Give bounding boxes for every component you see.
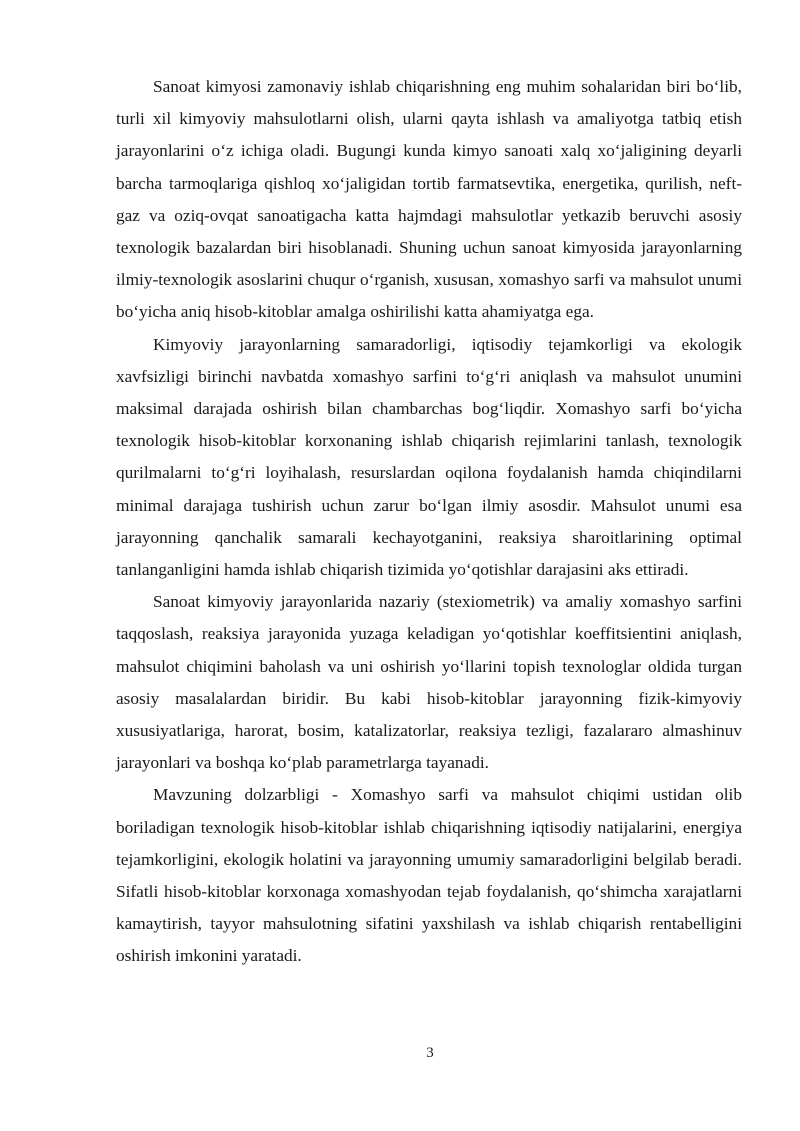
paragraph-comparison: Sanoat kimyoviy jarayonlarida nazariy (stexiometrik) va amaliy xomashyo sarfini taqqoslash, reaksiya jarayonida yuzaga keladigan yo‘qotishlar koeffitsientini aniqlash, mahsulot chiqimini baholash va uni oshirish yo‘llarini topish texnologlar oldida turgan asosiy masalalardan biridir. Bu kabi hisob-kitoblar jarayonning fizik-kimyoviy xususiyatlariga, harorat, bosim, katalizatorlar, reaksiya tezligi, fazalararo almashinuv jarayonlari va boshqa ko‘plab parametrlarga tayanadi. <box>116 592 742 773</box>
page-number: 3 <box>426 1045 434 1061</box>
document-body <box>116 71 742 973</box>
paragraph-relevance: Mavzuning dolzarbligi - Xomashyo sarfi va mahsulot chiqimi ustidan olib boriladigan texnologik hisob-kitoblar ishlab chiqarishning iqtisodiy natijalarini, energiya tejamkorligini, ekologik holatini va jarayonning umumiy samaradorligini belgilab beradi. Sifatli hisob-kitoblar korxonaga xomashyodan tejab foydalanish, qo‘shimcha xarajatlarni kamaytirish, tayyor mahsulotning sifatini yaxshilash va ishlab chiqarish rentabelligini oshirish imkonini yaratadi. <box>116 785 742 966</box>
paragraph-introduction: Sanoat kimyosi zamonaviy ishlab chiqarishning eng muhim sohalaridan biri bo‘lib, turli xil kimyoviy mahsulotlarni olish, ularni qayta ishlash va amaliyotga tatbiq etish jarayonlarini o‘z ichiga oladi. Bugungi kunda kimyo sanoati xalq xo‘jaligining deyarli barcha tarmoqlariga qishloq xo‘jaligidan tortib farmatsevtika, energetika, qurilish, neft-gaz va oziq-ovqat sanoatigacha katta hajmdagi mahsulotlar yetkazib beruvchi asosiy texnologik bazalardan biri hisoblanadi. Shuning uchun sanoat kimyosida jarayonlarning ilmiy-texnologik asoslarini chuqur o‘rganish, xususan, xomashyo sarfi va mahsulot unumi bo‘yicha aniq hisob-kitoblar amalga oshirilishi katta ahamiyatga ega. <box>116 77 742 322</box>
paragraph-efficiency: Kimyoviy jarayonlarning samaradorligi, iqtisodiy tejamkorligi va ekologik xavfsizligi birinchi navbatda xomashyo sarfini to‘g‘ri aniqlash va mahsulot unumini maksimal darajada oshirish bilan chambarchas bog‘liqdir. Xomashyo sarfi bo‘yicha texnologik hisob-kitoblar korxonaning ishlab chiqarish rejimlarini tanlash, texnologik qurilmalarni to‘g‘ri loyihalash, resurslardan oqilona foydalanish hamda chiqindilarni minimal darajaga tushirish uchun zarur bo‘lgan ilmiy asosdir. Mahsulot unumi esa jarayonning qanchalik samarali kechayotganini, reaksiya sharoitlarining optimal tanlanganligini hamda ishlab chiqarish tizimida yo‘qotishlar darajasini aks ettiradi. <box>116 334 742 580</box>
